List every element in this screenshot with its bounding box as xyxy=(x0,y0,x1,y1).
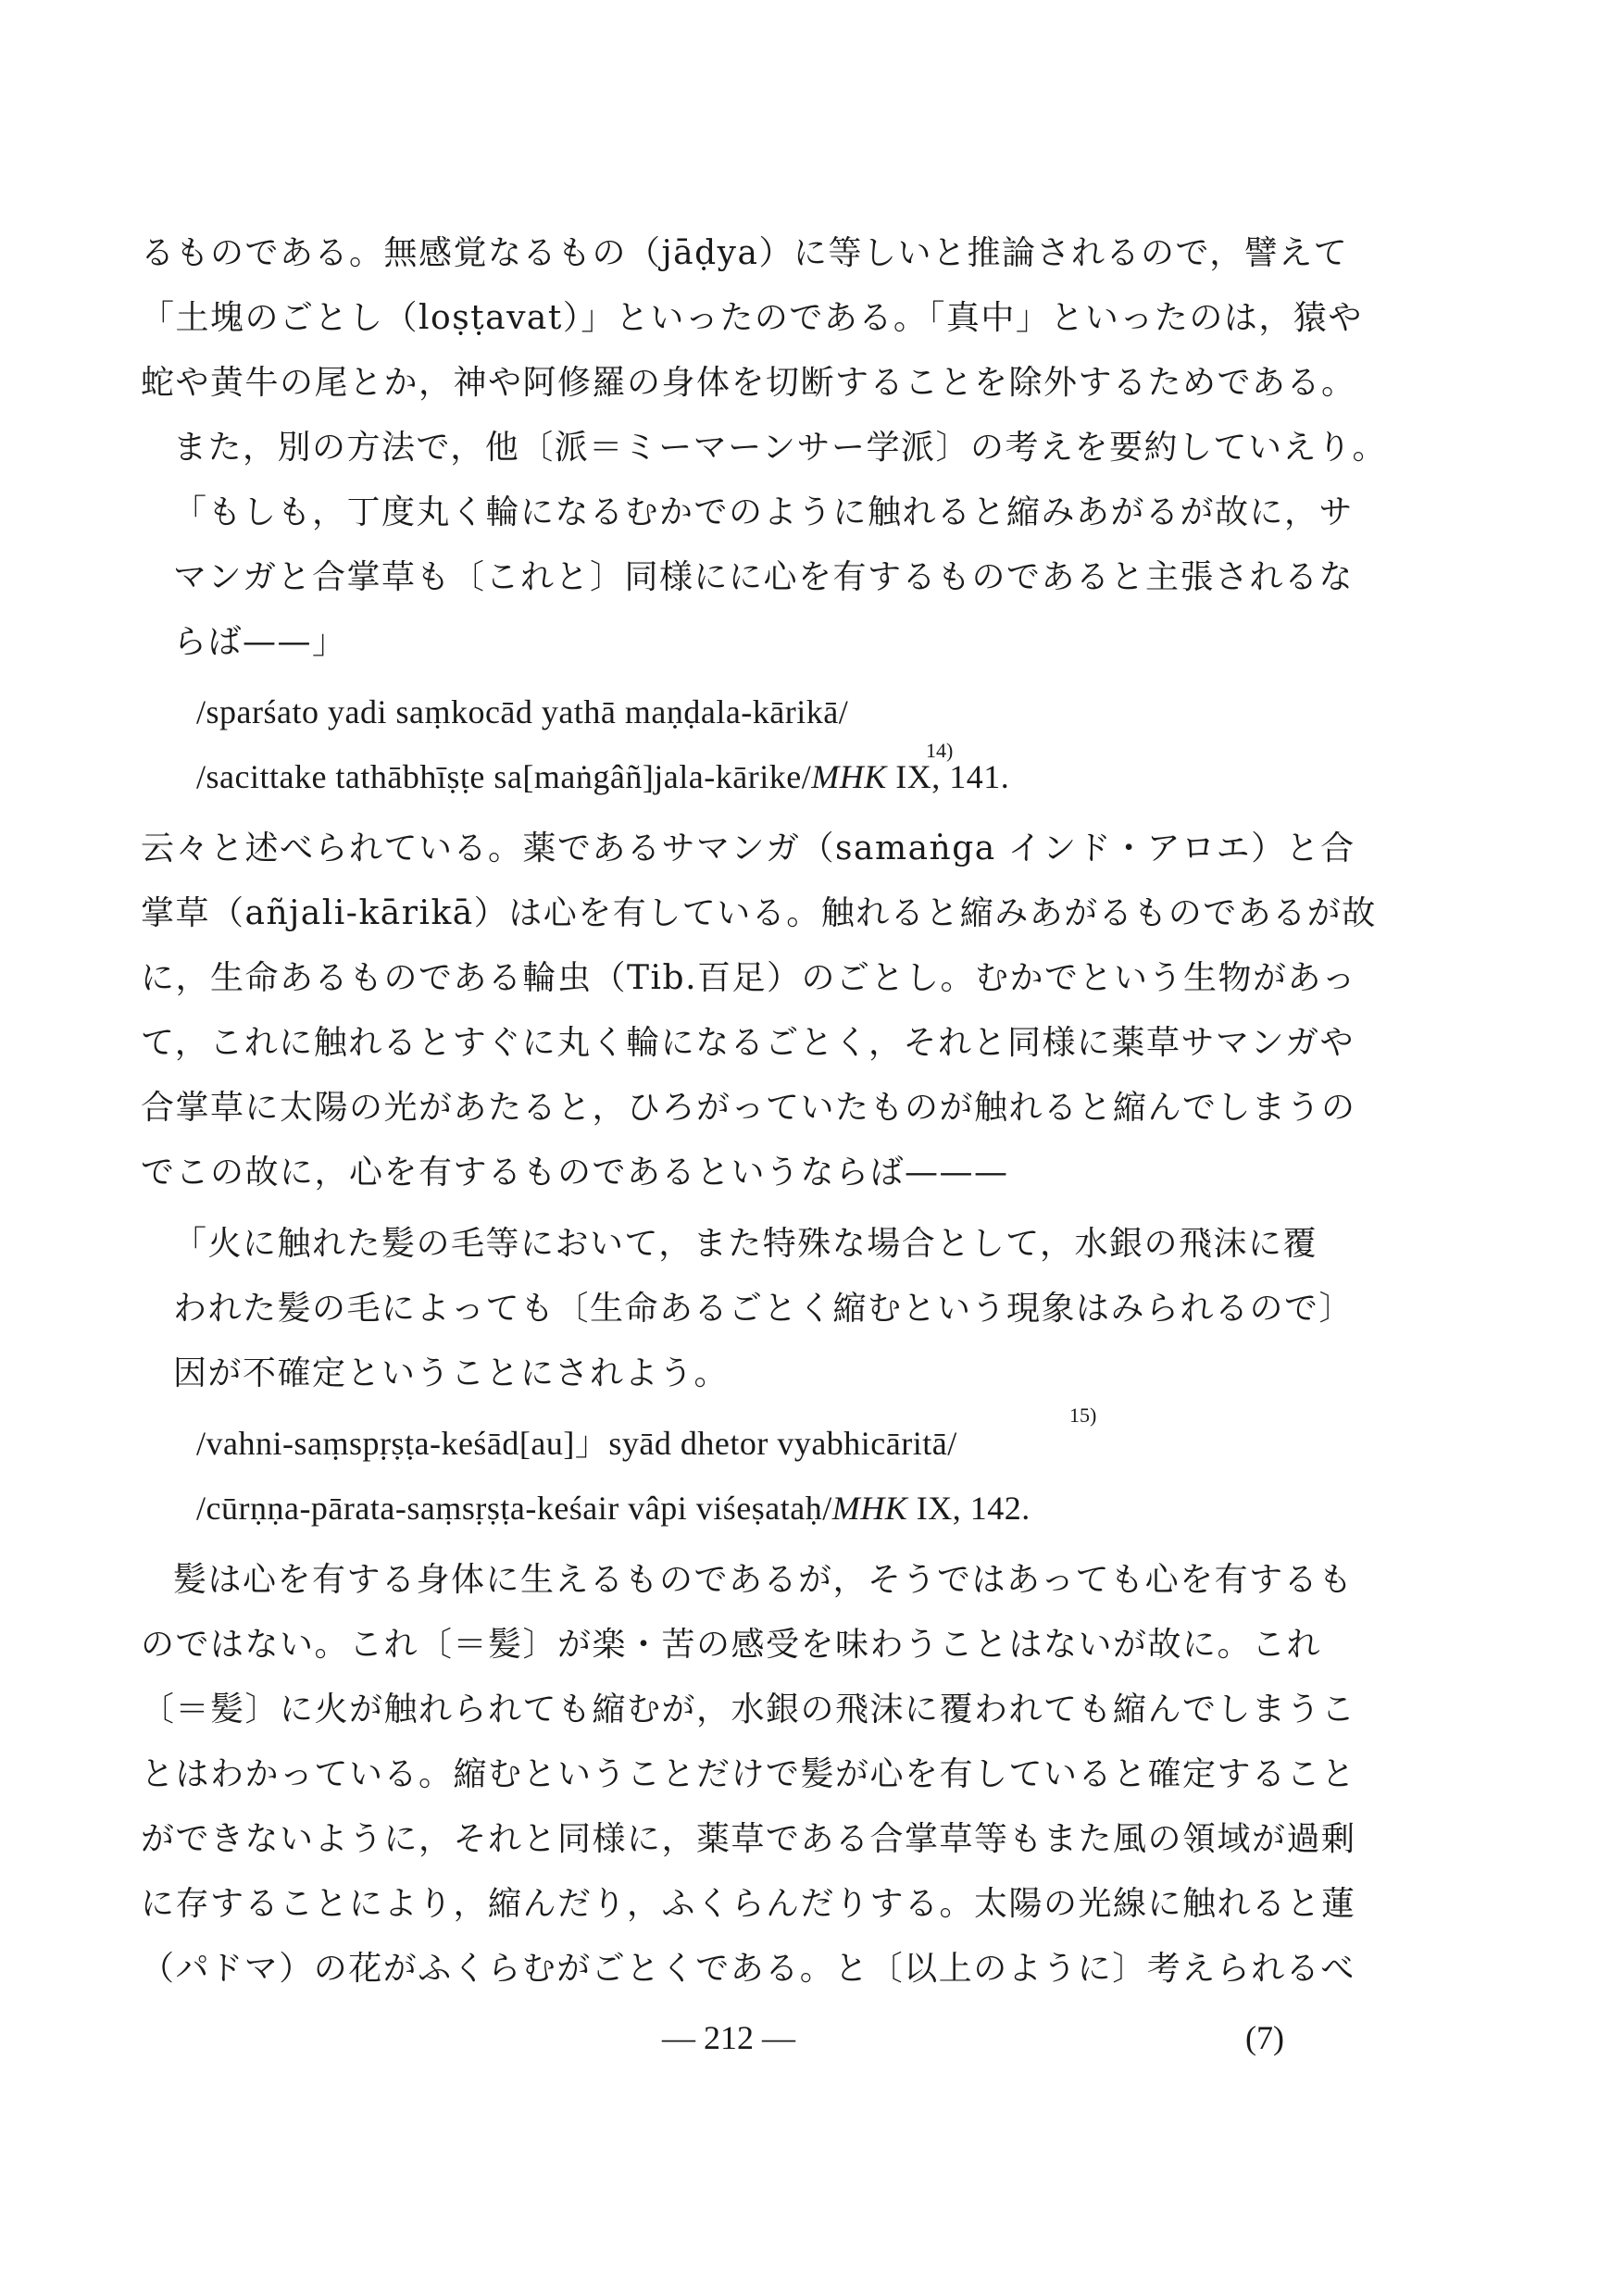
body-line-2: 「土塊のごとし（loṣṭavat）」といったのである。「真中」といったのは，猿や xyxy=(141,299,1363,337)
body-line-5: 云々と述べられている。薬であるサマンガ（samaṅga インド・アロエ）と合 xyxy=(141,830,1355,867)
mhk-reference-2: MHK xyxy=(831,1490,908,1527)
sanskrit-verse-2a: /vahni-saṃspṛṣṭa-keśād[au]」syād dhetor vyabhicāritā/ xyxy=(196,1425,957,1462)
sanskrit-verse-2b-text: /cūrṇṇa-pārata-saṃsṛṣṭa-keśair vâpi viśeṣataḥ/ xyxy=(196,1490,832,1527)
body-line-14: とはわかっている。縮むということだけで髪が心を有していると確定すること xyxy=(141,1755,1356,1793)
body-line-10: でこの故に，心を有するものであるというならば——— xyxy=(141,1154,1009,1192)
sanskrit-verse-1b xyxy=(196,755,1009,799)
body-line-11: 髪は心を有する身体に生えるものであるが，そうではあっても心を有するも xyxy=(173,1561,1354,1599)
quote-line-1: 「もしも，丁度丸く輪になるむかでのように触れると縮みあがるが故に，サ xyxy=(173,493,1355,531)
mhk-reference-number: IX, 141. xyxy=(886,758,1010,795)
quote-line-2: マンガと合掌草も〔これと〕同様にに心を有するものであると主張されるな xyxy=(173,558,1355,596)
sanskrit-verse-1b-text: /sacittake tathābhīṣṭe sa[maṅgâñ]jala-kārike/ xyxy=(196,758,812,795)
sanskrit-verse-2b xyxy=(196,1486,1031,1530)
quote-line-3: らば——」 xyxy=(173,623,347,661)
mhk-reference-number-2: IX, 142. xyxy=(907,1490,1031,1527)
footnote-marker-14: 14) xyxy=(926,739,954,762)
body-line-12: のではない。これ〔＝髪〕が楽・苦の感受を味わうことはないが故に。これ xyxy=(141,1626,1322,1664)
body-line-1: るものである。無感覚なるもの（jāḍya）に等しいと推論されるので，譬えて xyxy=(141,234,1349,272)
body-line-8: て，これに触れるとすぐに丸く輪になるごとく，それと同様に薬草サマンガや xyxy=(141,1024,1355,1062)
body-line-16: に存することにより，縮んだり，ふくらんだりする。太陽の光線に触れると蓮 xyxy=(141,1885,1356,1923)
footnote-marker-15: 15) xyxy=(1069,1404,1097,1427)
quote-block-line-1: 「火に触れた髪の毛等において，また特殊な場合として，水銀の飛沫に覆 xyxy=(173,1225,1318,1263)
body-line-3: 蛇や黄牛の尾とか，神や阿修羅の身体を切断することを除外するためである。 xyxy=(141,364,1356,402)
body-line-9: 合掌草に太陽の光があたると，ひろがっていたものが触れると縮んでしまうの xyxy=(141,1089,1356,1127)
body-line-7: に，生命あるものである輪虫（Tib.百足）のごとし。むかでという生物があっ xyxy=(141,959,1357,997)
body-line-17: （パドマ）の花がふくらむがごとくである。と〔以上のように〕考えられるべ xyxy=(141,1950,1355,1988)
body-line-4: また，別の方法で，他〔派＝ミーマーンサー学派〕の考えを要約していえり。 xyxy=(173,429,1388,467)
body-line-13: 〔＝髪〕に火が触れられても縮むが，水銀の飛沫に覆われても縮んでしまうこ xyxy=(141,1691,1356,1728)
body-line-15: ができないように，それと同様に，薬草である合掌草等もまた風の領域が過剰 xyxy=(141,1820,1356,1858)
body-line-6: 掌草（añjali-kārikā）は心を有している。触れると縮みあがるものであるが故 xyxy=(141,894,1377,932)
sheet-number: (7) xyxy=(1245,2019,1284,2056)
sanskrit-verse-1a: /sparśato yadi saṃkocād yathā maṇḍala-kārikā/ xyxy=(196,693,849,730)
quote-block-line-3: 因が不確定ということにされよう。 xyxy=(173,1354,730,1392)
quote-block-line-2: われた髪の毛によっても〔生命あるごとく縮むという現象はみられるので〕 xyxy=(173,1290,1355,1328)
page-number: — 212 — xyxy=(662,2019,795,2056)
mhk-reference: MHK xyxy=(811,758,887,795)
